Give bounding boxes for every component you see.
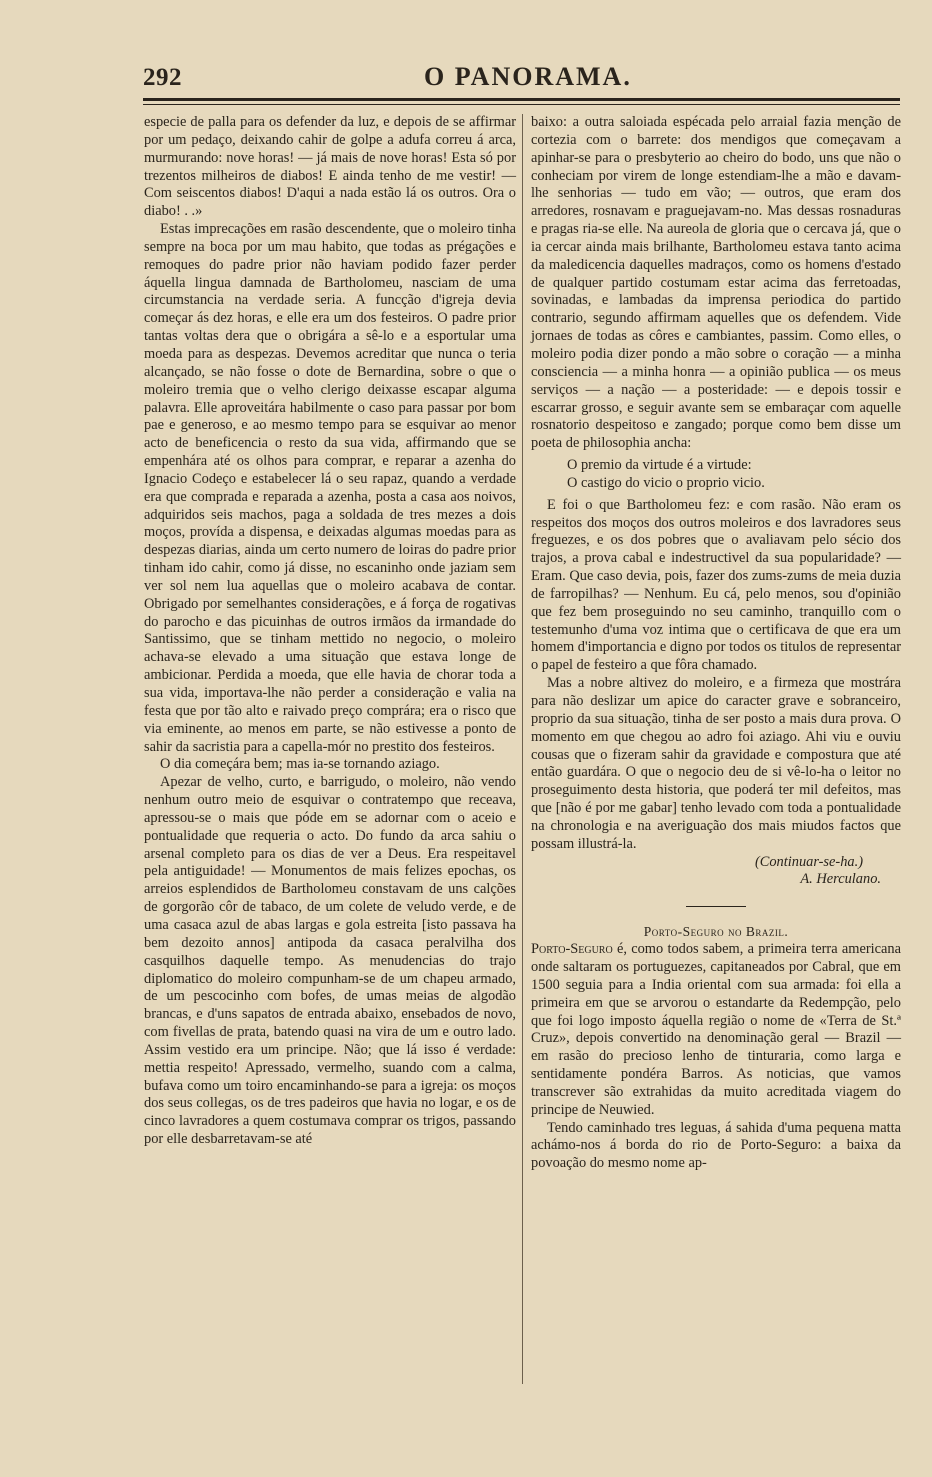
- paragraph: Estas imprecações em rasão descendente, que o moleiro tinha sempre na boca por um mau habito, que todas as prégações e remoques do padre prior não haviam podido fazer perder áquella lingua damnada de Bartholomeu, nasciam de uma circumstancia na verdade seria. A funcção d'igreja devia começar ás dez horas, e elle era um dos festeiros. O padre prior tantas voltas dera que o obrigára a sê-lo e a esportular uma moeda para as despezas. Devemos acreditar que nunca o teria alcançado, se não fosse o dote de Bernardina, sobre o que o moleiro tremia que o velho clerigo deixasse escapar alguma palavra. Elle aproveitára habilmente o caso para passar por bom pae e generoso, e ao mesmo tempo para se esquivar ao menor acto de beneficencia o resto da sua vida, affirmando que se empenhára até os olhos para comprar, e reparar a azenha do Ignacio Codeço e estabelecer lá o seu rapaz, quando a verdade era que comprada e reparada a azenha, posta a casa aos noivos, adquiridos seis machos, paga a soldada de tres mezes a dois moços, provída a dispensa, e deixadas algumas moedas para as despezas diarias, ainda um certo numero de loiras do padre prior tinham ido cahir, como já disse, no escaninho onde jaziam sem ver sol nem lua aquellas que o moleiro acabava de contar. Obrigado por semelhantes considerações, e á força de rogativas do parocho e das picuinhas de outros irmãos da irmandade do Santissimo, que se tinham mettido no negocio, o moleiro achava-se elevado a uma situação que estava longe de ambicionar. Perdida a moeda, que elle havia de chorar toda a sua vida, importava-lhe não perder a consideração e valia na festa que por tão alto e raivado preço comprára; era o risco que via eminente, ao menos em parte, se não estivesse a ponto de sahir da sacristia para a capella-mór no prestito dos festeiros.: [144, 221, 516, 755]
- paragraph: E foi o que Bartholomeu fez: e com rasão. Não eram os respeitos dos moços dos outros moleiros e dos lavradores seus freguezes, e os dos pobres que o avaliavam pelo sécio dos trajos, a prova cabal e indestructivel da sua popularidade? — Eram. Que caso devia, pois, fazer dos zums-zums de meia duzia de farropilhas? — Nenhum. Eu cá, pelo menos, sou d'opinião que fez bem proseguindo no seu caminho, tranquillo com o testemunho d'uma voz intima que o certificava de que era um homem d'importancia e digno por todos os titulos de representar o papel de festeiro a que fôra chamado.: [531, 496, 901, 674]
- paragraph: O dia começára bem; mas ia-se tornando aziago.: [160, 756, 440, 773]
- paragraph: especie de palla para os defender da luz, e depois de se affirmar por um pedaço, deixando cahir de golpe a adufa correu á arca, murmurando: nove horas! — já mais de nove horas! Esta só por trezentos milheiros de diabos! E ainda tenho de me vestir! — Com seiscentos diabos! D'aqui a nada estão lá os outros. Ora o diabo! . .»: [144, 114, 516, 220]
- page-number: 292: [143, 64, 182, 91]
- paragraph-text: é, como todos sabem, a primeira terra americana onde saltaram os portuguezes, capitaneados por Cabral, que em 1500 seguia para a India oriental com sua armada: foi ella a primeira em que se arvorou o estandarte da Redempção, pelo que foi logo imposto áquella região o nome de «Terra de St.ª Cruz», depois convertido na denominação geral — Brazil — em rasão do precioso lenho de tinturaria, como larga e sentidamente pondéra Barros. As noticias, que vamos transcrever são extrahidas da muito acreditada viagem do principe de Neuwied.: [531, 941, 901, 1118]
- left-column: [144, 114, 516, 1149]
- page-header: [0, 0, 932, 110]
- continuation-note: (Continuar-se-ha.): [754, 853, 863, 870]
- verse-line: O premio da virtude é a virtude:: [567, 457, 752, 474]
- running-title: O PANORAMA.: [424, 62, 632, 91]
- verse-block: [531, 457, 901, 493]
- column-divider: [522, 114, 523, 1384]
- section-divider: [686, 906, 746, 907]
- paragraph: [531, 941, 901, 1119]
- paragraph: Tendo caminhado tres leguas, á sahida d'uma pequena matta achámo-nos á borda do rio de Porto-Seguro: a baixa da povoação do mesmo nome ap-: [531, 1119, 901, 1172]
- verse-line: O castigo do vicio o proprio vicio.: [567, 474, 765, 491]
- paragraph: Mas a nobre altivez do moleiro, e a firmeza que mostrára para não deslizar um apice do caracter grave e sobranceiro, proprio da sua situação, tinha de ser posto a mais dura prova. O momento em que chegou ao adro foi aziago. Ahi viu e ouviu cousas que o fizeram sahir da gravidade e compostura que até então guardára. O que o negocio deu de si vê-lo-ha o leitor no proseguimento desta historia, que poderá ter mil defeitos, mas que [não é por me gabar] tenho levado com toda a pontualidade na chronologia e na averiguação dos mais miudos factos que possam illustrá-la.: [531, 675, 901, 852]
- paragraph: baixo: a outra saloiada espécada pelo arraial fazia menção de cortezia com o barrete: dos mendigos que começavam a apinhar-se para o presbyterio ao cheiro do bodo, uns que não o conheciam por virem de longe estendiam-lhe a mão e davam-lhe senhorias — tudo em vão; — outros, que eram dos arredores, rosnavam e praguejavam-no. Mas dessas rosnaduras e pragas ria-se elle. Na aureola de gloria que o cercava já, que o ia cercar ainda mais brilhante, Bartholomeu estava tanto acima da maledicencia daquelles madraços, como os homens d'estado de qualquer partido costumam estar acima das ferretoadas, sovinadas, e lambadas da imprensa periodica do partido contrario, segundo affirmam aquelles que os defendem. Vide jornaes de todas as côres e cambiantes, passim. Como elles, o moleiro podia dizer pondo a mão sobre o coração — a minha consciencia — a minha honra — a opinião publica — os meus serviços — a nação — a posteridade: — e depois tossir e escarrar grosso, e seguir avante sem se embaraçar com aquelle rosnatorio despeitoso e zangado; porque como bem disse um poeta de philosophia ancha:: [531, 114, 901, 452]
- section-heading: Porto-Seguro no Brazil.: [643, 924, 789, 940]
- lead-words: Porto-Seguro: [531, 941, 613, 958]
- header-rule-thin: [143, 104, 900, 105]
- author-signature: A. Herculano.: [800, 871, 881, 888]
- paragraph: Apezar de velho, curto, e barrigudo, o moleiro, não vendo nenhum outro meio de esquivar o contratempo que receava, apressou-se o mais que póde em se adornar com o aceio e pontualidade que requeria o acto. Do fundo da arca sahiu o arsenal completo para os dias de ver a Deus. Era respeitavel pela antiguidade! — Monumentos de mais felizes epochas, os arreios esplendidos de Bartholomeu constavam de uns calções de gorgorão côr de tabaco, de um colete de veludo verde, e de uma casaca azul de abas largas e gola estreita [isto passava ha bem dezoito annos] antipoda da casaca peralvilha dos casquilhos daquelle tempo. As menudencias do trajo diplomatico do moleiro compunham-se de um chapeu armado, de um pescocinho com bofes, de umas meias de algodão brancas, e d'uns sapatos de entrada abaixo, ensebados de novo, com fivellas de prata, batendo quasi na vira de um e outro lado. Assim vestido era um principe. Não; que lá isso é verdade: mettia respeito! Apressado, vermelho, suando com a calma, bufava como um toiro encaminhando-se para a igreja: os moços dos seus collegas, os de tres padeiros que havia no logar, e os de cinco lavradores a quem costumava comprar os trigos, passando por elle desbarretavam-se até: [144, 774, 516, 1148]
- right-column: [531, 114, 901, 1173]
- header-rule-thick: [143, 98, 900, 101]
